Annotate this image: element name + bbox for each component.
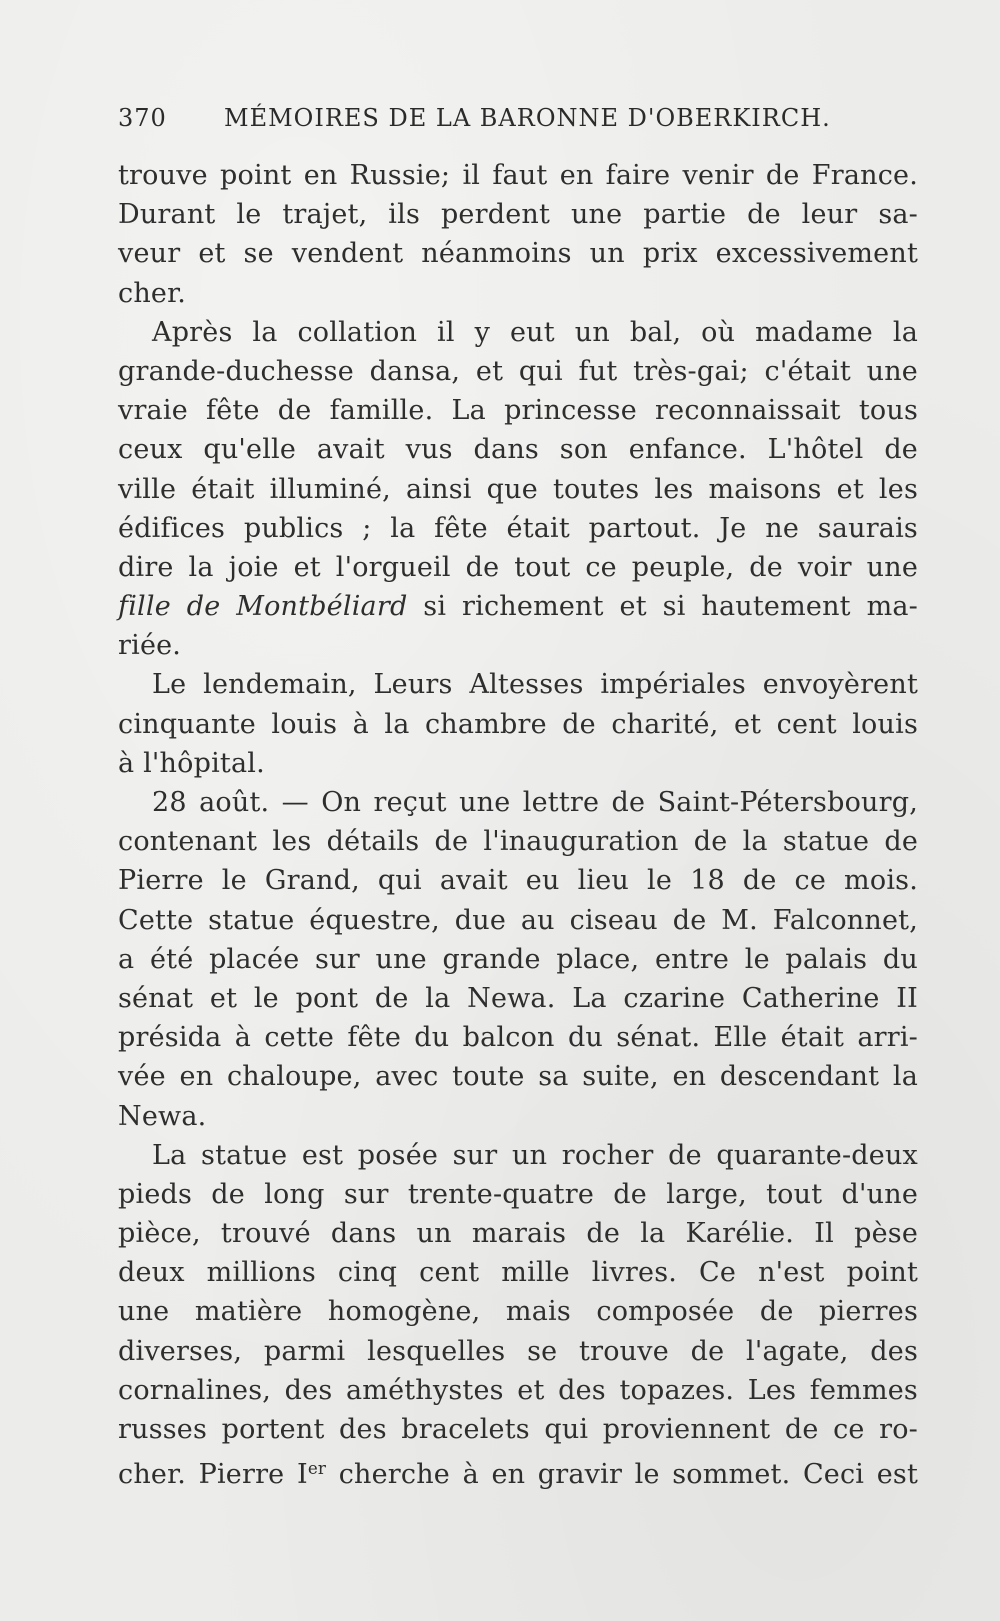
text-line: a été placée sur une grande place, entre le palais du: [118, 943, 918, 975]
text-line: présida à cette fête du balcon du sénat. Elle était arri-: [118, 1022, 918, 1054]
text-line: Le lendemain, Leurs Altesses impériales envoyèrent: [152, 669, 918, 701]
text-line: diverses, parmi lesquelles se trouve de l'agate, des: [118, 1335, 918, 1367]
text-line: [118, 1449, 919, 1491]
running-head: MÉMOIRES DE LA BARONNE D'OBERKIRCH.: [224, 104, 831, 132]
text-line: une matière homogène, mais composée de pierres: [118, 1296, 918, 1328]
body-text: [118, 156, 919, 1491]
text-line: vée en chaloupe, avec toute sa suite, en descendant la: [118, 1061, 918, 1093]
text-line: Newa.: [118, 1100, 207, 1132]
text-line: 28 août. — On reçut une lettre de Saint-Pétersbourg,: [152, 787, 918, 818]
text-line: Pierre le Grand, qui avait eu lieu le 18 de ce mois.: [118, 865, 918, 897]
text-line: [118, 587, 918, 626]
text-line: à l'hôpital.: [118, 747, 265, 779]
text-line: cher.: [118, 277, 187, 309]
text-line: cornalines, des améthystes et des topazes. Les femmes: [118, 1374, 918, 1406]
text-line: Durant le trajet, ils perdent une partie de leur sa-: [118, 199, 918, 231]
text-line: pieds de long sur trente-quatre de large, tout d'une: [118, 1178, 918, 1210]
text-line: sénat et le pont de la Newa. La czarine Catherine II: [118, 982, 918, 1014]
text-line: riée.: [118, 630, 182, 662]
line-start: cher. Pierre I: [118, 1459, 308, 1491]
text-line: russes portent des bracelets qui proviennent de ce ro-: [118, 1414, 918, 1445]
page-number: 370: [118, 104, 167, 132]
text-line: deux millions cinq cent mille livres. Ce n'est point: [118, 1257, 918, 1289]
text-line: La statue est posée sur un rocher de quarante-deux: [152, 1139, 918, 1171]
line-continuation: si richement et si hautement ma-: [407, 591, 918, 623]
text-line: pièce, trouvé dans un marais de la Karélie. Il pèse: [118, 1218, 918, 1250]
superscript: er: [307, 1458, 327, 1479]
text-line: veur et se vendent néanmoins un prix excessivement: [118, 238, 918, 270]
text-line: contenant les détails de l'inauguration de la statue de: [118, 826, 918, 858]
text-line: ville était illuminé, ainsi que toutes les maisons et les: [118, 473, 918, 505]
page-header: [118, 104, 831, 144]
text-line: édifices publics ; la fête était partout. Je ne saurais: [118, 512, 918, 544]
text-line: vraie fête de famille. La princesse reconnaissait tous: [118, 395, 918, 427]
italic-phrase: fille de Montbéliard: [118, 591, 408, 623]
line-end: cherche à en gravir le sommet. Ceci est: [326, 1459, 919, 1491]
text-line: trouve point en Russie; il faut en faire venir de France.: [118, 160, 918, 191]
text-line: Cette statue équestre, due au ciseau de M. Falconnet,: [118, 904, 918, 936]
text-line: Après la collation il y eut un bal, où madame la: [152, 316, 918, 348]
text-line: ceux qu'elle avait vus dans son enfance. L'hôtel de: [118, 434, 918, 466]
text-line: cinquante louis à la chambre de charité, et cent louis: [118, 708, 918, 740]
text-line: dire la joie et l'orgueil de tout ce peuple, de voir une: [118, 551, 918, 583]
text-line: grande-duchesse dansa, et qui fut très-gai; c'était une: [118, 355, 918, 387]
